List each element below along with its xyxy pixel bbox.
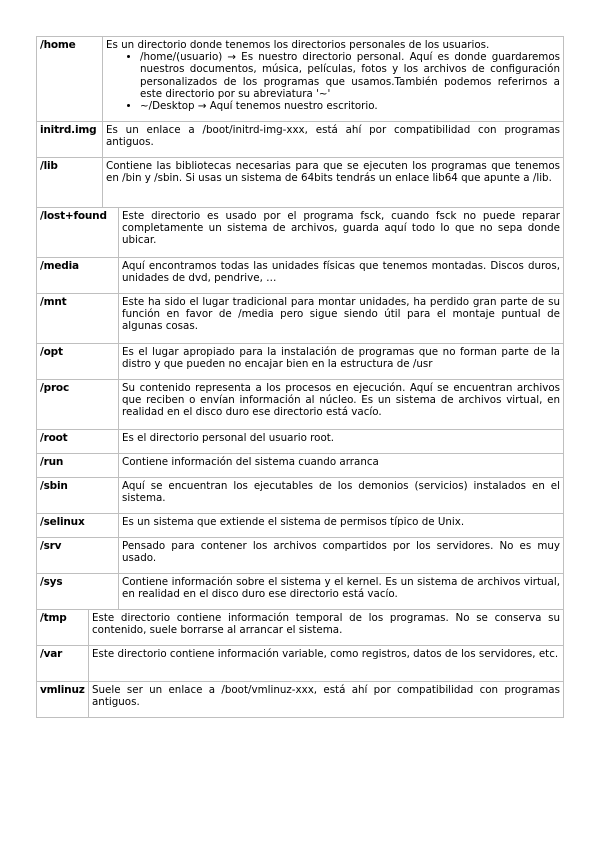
table-row (36, 380, 564, 430)
table-row (36, 344, 564, 380)
row-description: Este directorio contiene información temporal de los programas. No se conserva su contenido, suele borrarse al arrancar el sistema. (92, 612, 560, 637)
row-key: vmlinuz (37, 682, 89, 717)
table-row (36, 294, 564, 344)
row-key: /proc (37, 380, 119, 429)
row-key: /selinux (37, 514, 119, 537)
row-key: /root (37, 430, 119, 453)
table-row (36, 646, 564, 682)
row-description: Aquí se encuentran los ejecutables de los demonios (servicios) instalados en el sistema. (122, 480, 560, 505)
row-description: Aquí encontramos todas las unidades físicas que tenemos montadas. Discos duros, unidades de dvd, pendrive, … (122, 260, 560, 285)
table-row (36, 454, 564, 478)
table-row (36, 478, 564, 514)
row-key: /tmp (37, 610, 89, 645)
row-description: Contiene información del sistema cuando arranca (122, 456, 379, 468)
row-description (103, 37, 563, 121)
table-row (36, 538, 564, 574)
row-key: /lib (37, 158, 103, 207)
table-row (36, 122, 564, 158)
row-key: /sbin (37, 478, 119, 513)
table-row (36, 610, 564, 646)
directory-table (36, 36, 564, 718)
row-description: Este directorio contiene información variable, como registros, datos de los servidores, etc. (92, 648, 559, 660)
table-row (36, 208, 564, 258)
table-row (36, 36, 564, 122)
list-item: • /home/(usuario) → Es nuestro directorio personal. Aquí es donde guardaremos nuestros documentos, música, películas, fotos y los archivos de configuración personalizados de los programas que usamos.También podemos referirnos a este directorio por su abreviatura '~' (140, 51, 560, 100)
table-row (36, 430, 564, 454)
table-row (36, 514, 564, 538)
table-row (36, 258, 564, 294)
table-row (36, 158, 564, 208)
list-item: • ~/Desktop → Aquí tenemos nuestro escritorio. (140, 100, 560, 112)
row-description: Es un enlace a /boot/initrd-img-xxx, está ahí por compatibilidad con programas antiguos. (106, 124, 560, 149)
table-row (36, 682, 564, 718)
row-key: /srv (37, 538, 119, 573)
row-key: /home (37, 37, 103, 121)
row-description: Es el lugar apropiado para la instalación de programas que no forman parte de la distro y que pueden no encajar bien en la estructura de /usr (122, 346, 560, 371)
row-key: initrd.img (37, 122, 103, 157)
row-key: /run (37, 454, 119, 477)
row-key: /sys (37, 574, 119, 609)
row-key: /opt (37, 344, 119, 379)
row-text: Es un directorio donde tenemos los directorios personales de los usuarios. (106, 39, 490, 51)
row-description: Es un sistema que extiende el sistema de permisos típico de Unix. (122, 516, 465, 528)
row-description: Este ha sido el lugar tradicional para montar unidades, ha perdido gran parte de su función en favor de /media pero sigue siendo útil para el montaje puntual de algunas cosas. (122, 296, 560, 333)
table-row (36, 574, 564, 610)
row-description: Este directorio es usado por el programa fsck, cuando fsck no puede reparar completamente un sistema de archivos, guarda aquí todo lo que no sepa donde ubicar. (122, 210, 560, 247)
bullet-list (106, 51, 560, 112)
row-description: Contiene las bibliotecas necesarias para que se ejecuten los programas que tenemos en /bin y /sbin. Si usas un sistema de 64bits tendrás un enlace lib64 que apunte a /lib. (106, 160, 560, 185)
row-key: /media (37, 258, 119, 293)
row-key: /lost+found (37, 208, 119, 257)
row-key: /var (37, 646, 89, 681)
row-description: Contiene información sobre el sistema y el kernel. Es un sistema de archivos virtual, en realidad en el disco duro ese directorio está vacío. (122, 576, 560, 601)
row-description: Su contenido representa a los procesos en ejecución. Aquí se encuentran archivos que reciben o envían información al núcleo. Es un sistema de archivos virtual, en realidad en el disco duro ese directorio está vacío. (122, 382, 560, 419)
row-key: /mnt (37, 294, 119, 343)
row-description: Pensado para contener los archivos compartidos por los servidores. No es muy usado. (122, 540, 560, 565)
row-description: Es el directorio personal del usuario root. (122, 432, 335, 444)
row-description: Suele ser un enlace a /boot/vmlinuz-xxx, está ahí por compatibilidad con programas antiguos. (92, 684, 560, 709)
